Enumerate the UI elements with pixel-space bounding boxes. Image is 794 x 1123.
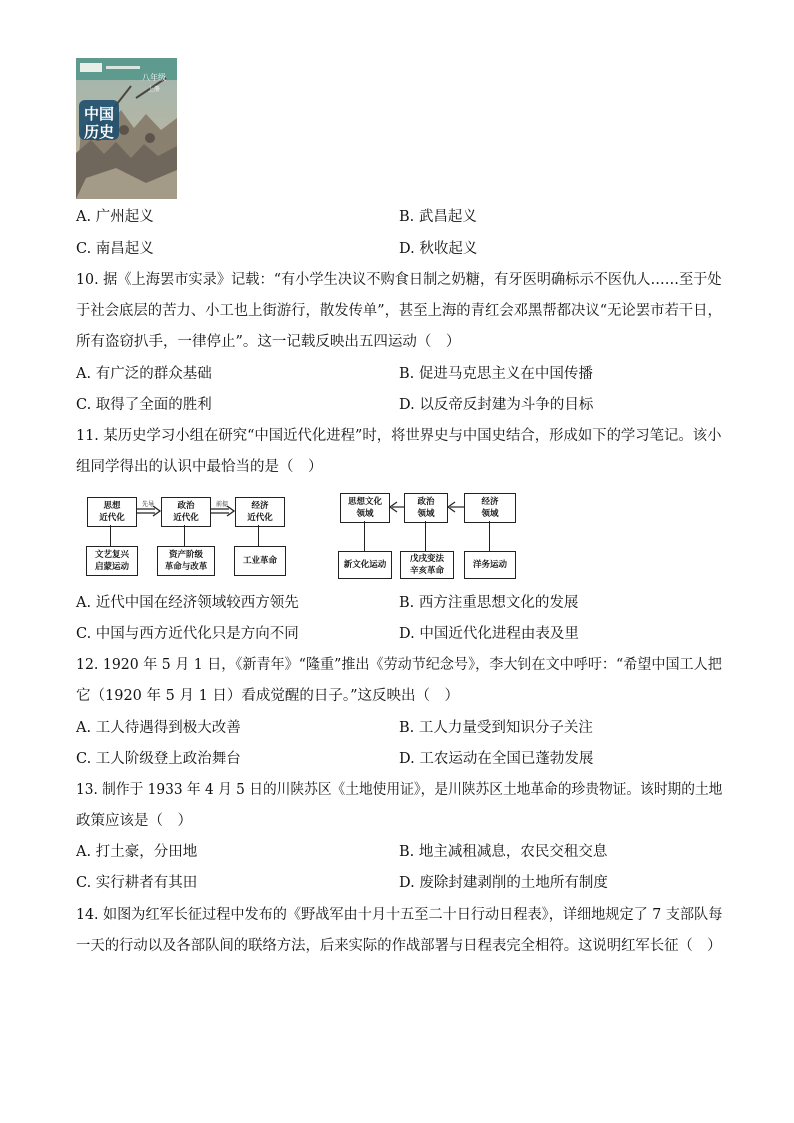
q10-option-b: B. 促进马克思主义在中国传播	[399, 366, 593, 382]
right-connector-2	[425, 521, 426, 551]
left-top-box-1: 思想 近代化	[87, 497, 137, 527]
q11-option-c: C. 中国与西方近代化只是方向不同	[76, 626, 299, 642]
left-connector-3	[258, 525, 259, 546]
q11-option-a: A. 近代中国在经济领域较西方领先	[76, 595, 299, 611]
q13-option-b: B. 地主减租减息，农民交租交息	[399, 844, 608, 860]
right-connector-1	[364, 521, 365, 551]
right-connector-3	[489, 521, 490, 551]
right-top-box-2: 政治 领域	[404, 493, 448, 523]
q13-stem-line2: 政策应该是（ ）	[76, 813, 192, 829]
q12-option-c: C. 工人阶级登上政治舞台	[76, 751, 241, 767]
left-top-box-3: 经济 近代化	[235, 497, 285, 527]
q12-option-b: B. 工人力量受到知识分子关注	[399, 720, 593, 736]
right-top-box-3: 经济 领域	[464, 493, 516, 523]
q10-stem-line1: 10. 据《上海罢市实录》记载：“有小学生决议不购食日制之奶糖，有牙医明确标示不医仇人……至于处	[76, 272, 722, 288]
q10-option-c: C. 取得了全面的胜利	[76, 397, 212, 413]
left-bottom-box-1: 文艺复兴 启蒙运动	[86, 546, 138, 576]
left-bottom-box-3: 工业革命	[234, 546, 286, 576]
left-bottom-box-2: 资产阶级 革命与改革	[157, 546, 215, 576]
q9-option-d: D. 秋收起义	[399, 241, 478, 257]
cover-title-line1: 中国	[84, 105, 115, 123]
q14-stem-line1: 14. 如图为红军长征过程中发布的《野战军由十月十五至二十日行动日程表》，详细地规定了 7 支部队每	[76, 907, 723, 923]
q13-stem-line1: 13. 制作于 1933 年 4 月 5 日的川陕苏区《土地使用证》，是川陕苏区土地革命的珍贵物证。该时期的土地	[76, 782, 723, 798]
cover-grade: 八年级	[142, 73, 166, 82]
left-top-box-2: 政治 近代化	[161, 497, 211, 527]
q11-stem-line1: 11. 某历史学习小组在研究“中国近代化进程”时，将世界史与中国史结合，形成如下的学习笔记。该小	[76, 428, 722, 444]
right-bottom-box-2: 戊戌变法 辛亥革命	[400, 551, 454, 579]
left-arrow-1-label: 先导	[142, 501, 155, 508]
left-connector-1	[110, 525, 111, 546]
cover-volume: 上册	[148, 86, 161, 93]
q13-option-d: D. 废除封建剥削的土地所有制度	[399, 875, 608, 891]
q10-option-d: D. 以反帝反封建为斗争的目标	[399, 397, 594, 413]
q13-option-a: A. 打土豪，分田地	[76, 844, 198, 860]
q9-option-a: A. 广州起义	[76, 209, 154, 225]
q14-stem-line2: 一天的行动以及各部队间的联络方法，后来实际的作战部署与日程表完全相符。这说明红军长征（ ）	[76, 938, 722, 954]
right-bottom-box-1: 新文化运动	[338, 551, 392, 579]
textbook-cover-image	[76, 58, 177, 199]
left-connector-2	[184, 525, 185, 546]
cover-title-line2: 历史	[84, 123, 115, 141]
q12-option-d: D. 工农运动在全国已蓬勃发展	[399, 751, 594, 767]
q11-option-d: D. 中国近代化进程由表及里	[399, 626, 579, 642]
q12-stem-line2: 它（1920 年 5 月 1 日）看成觉醒的日子。”这反映出（ ）	[76, 688, 460, 704]
q13-option-c: C. 实行耕者有其田	[76, 875, 198, 891]
right-arrow-2	[446, 497, 465, 517]
right-arrow-1	[388, 497, 405, 517]
q11-option-b: B. 西方注重思想文化的发展	[399, 595, 579, 611]
q11-stem-line2: 组同学得出的认识中最恰当的是（ ）	[76, 459, 323, 475]
q9-option-c: C. 南昌起义	[76, 241, 154, 257]
q10-stem-line3: 所有盗窃扒手，一律停止”。这一记载反映出五四运动（ ）	[76, 334, 461, 350]
q10-stem-line2: 于社会底层的苦力、小工也上街游行，散发传单”，甚至上海的青红会邓黑帮都决议“无论罢市若干日，	[76, 303, 722, 319]
left-arrow-2-label: 前提	[216, 501, 229, 508]
q12-stem-line1: 12. 1920 年 5 月 1 日，《新青年》“隆重”推出《劳动节纪念号》，李大钊在文中呼吁：“希望中国工人把	[76, 657, 722, 673]
q9-option-b: B. 武昌起义	[399, 209, 477, 225]
right-top-box-1: 思想文化 领域	[340, 493, 390, 523]
q12-option-a: A. 工人待遇得到极大改善	[76, 720, 241, 736]
q10-option-a: A. 有广泛的群众基础	[76, 366, 212, 382]
right-bottom-box-3: 洋务运动	[464, 551, 516, 579]
